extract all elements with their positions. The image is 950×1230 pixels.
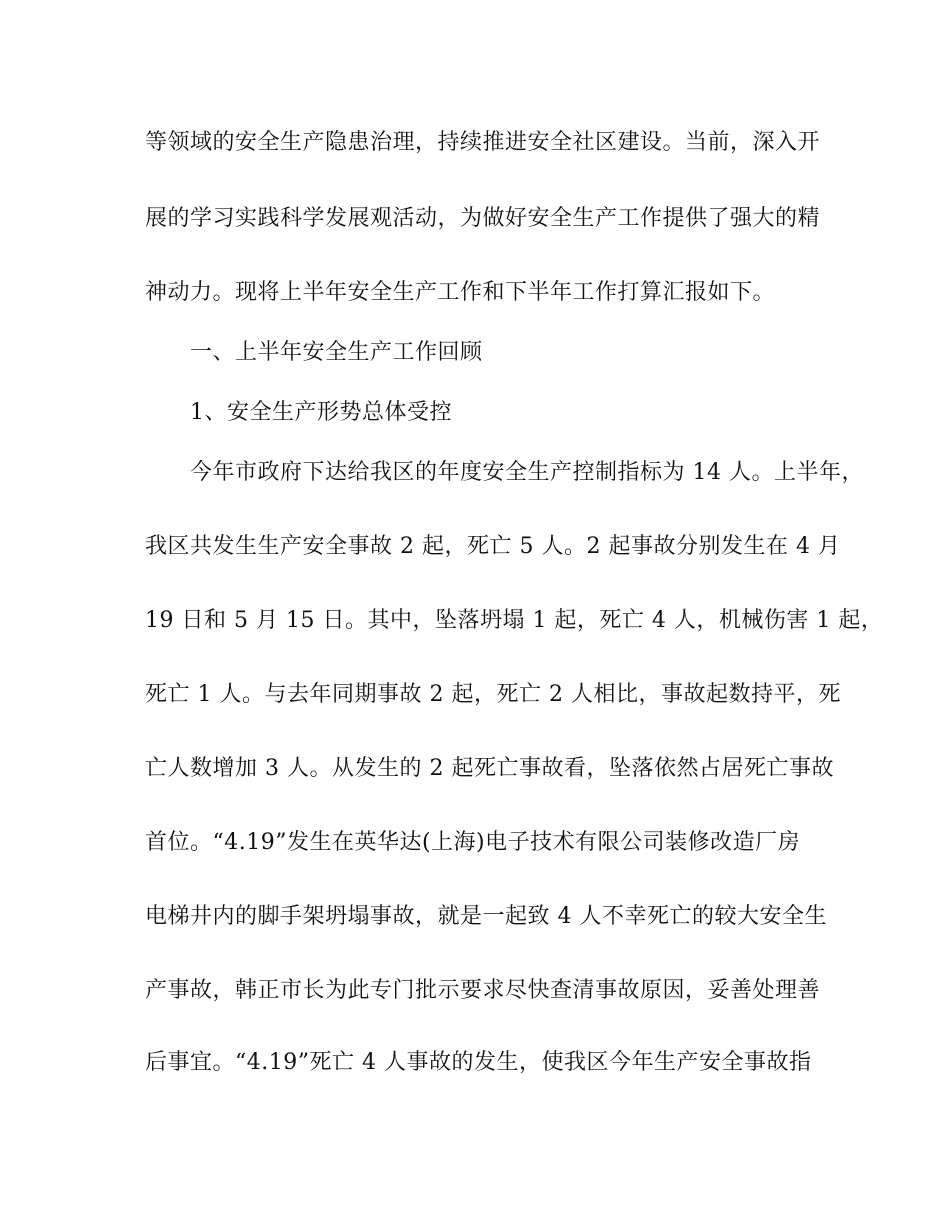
subsection-heading: 1、安全生产形势总体受控 bbox=[190, 400, 452, 425]
section-heading: 一、上半年安全生产工作回顾 bbox=[190, 340, 483, 365]
body-text-line: 今年市政府下达给我区的年度安全生产控制指标为 14 人。上半年， bbox=[190, 460, 864, 485]
body-text-line: 等领域的安全生产隐患治理，持续推进安全社区建设。当前，深入开 bbox=[145, 130, 821, 155]
body-text-line: 展的学习实践科学发展观活动，为做好安全生产工作提供了强大的精 bbox=[145, 206, 821, 231]
body-text-line: 首位。“4.19”发生在英华达(上海)电子技术有限公司装修改造厂房 bbox=[145, 830, 801, 855]
body-text-line: 后事宜。“4.19”死亡 4 人事故的发生，使我区今年生产安全事故指 bbox=[145, 1050, 812, 1075]
body-text-line: 产事故，韩正市长为此专门批示要求尽快查清事故原因，妥善处理善 bbox=[145, 978, 821, 1003]
body-text-line: 神动力。现将上半年安全生产工作和下半年工作打算汇报如下。 bbox=[145, 280, 776, 305]
body-text-line: 死亡 1 人。与去年同期事故 2 起，死亡 2 人相比，事故起数持平，死 bbox=[145, 682, 841, 707]
body-text-line: 我区共发生生产安全事故 2 起，死亡 5 人。2 起事故分别发生在 4 月 bbox=[145, 534, 841, 559]
body-text-line: 电梯井内的脚手架坍塌事故，就是一起致 4 人不幸死亡的较大安全生 bbox=[145, 904, 827, 929]
body-text-line: 19 日和 5 月 15 日。其中，坠落坍塌 1 起，死亡 4 人，机械伤害 1 起， bbox=[145, 608, 884, 633]
body-text-line: 亡人数增加 3 人。从发生的 2 起死亡事故看，坠落依然占居死亡事故 bbox=[145, 756, 834, 781]
